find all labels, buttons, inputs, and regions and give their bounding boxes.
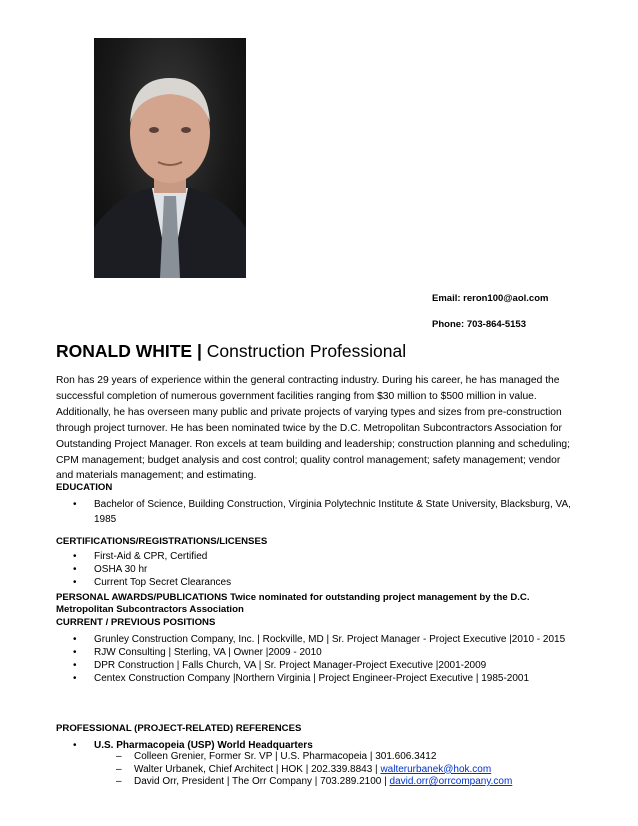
list-item: • Current Top Secret Clearances	[73, 577, 232, 588]
contact-phone: Phone: 703-864-5153	[432, 319, 526, 330]
summary-paragraph: Ron has 29 years of experience within the general contracting industry. During his career, he has managed the successful completion of numerous government facilities ranging from $30 million to $500 million in value. Additionally, he has overseen many public and private projects of varying types and sizes from pre-construction through project turnover. He has been nominated twice by the D.C. Metropolitan Subcontractors Association for Outstanding Project Manager. Ron excels at team building and leadership; construction planning and scheduling; CPM management; budget analysis and cost control; quality control management; safety management; vendor and materials management; and estimating.	[56, 375, 571, 482]
awards-heading: PERSONAL AWARDS/PUBLICATIONS Twice nominated for outstanding project management by the D.C.	[56, 592, 530, 603]
list-item: • U.S. Pharmacopeia (USP) World Headquarters	[73, 740, 313, 751]
references-heading: PROFESSIONAL (PROJECT-RELATED) REFERENCES	[56, 723, 302, 734]
certifications-heading: CERTIFICATIONS/REGISTRATIONS/LICENSES	[56, 536, 268, 547]
education-list	[56, 497, 578, 527]
awards-heading-line2: Metropolitan Subcontractors Association	[56, 604, 244, 615]
reference-person: – David Orr, President | The Orr Company | 703.289.2100 | david.orr@orrcompany.com	[116, 776, 513, 787]
contact-email: Email: reron100@aol.com	[432, 293, 549, 304]
list-item: • Bachelor of Science, Building Construction, Virginia Polytechnic Institute & State University, Blacksburg, VA, 1985	[73, 499, 571, 525]
reference-email-link[interactable]: david.orr@orrcompany.com	[389, 776, 513, 787]
profile-photo	[94, 38, 246, 278]
person-name: RONALD WHITE |	[56, 341, 202, 361]
list-item: • DPR Construction | Falls Church, VA | Sr. Project Manager-Project Executive |2001-2009	[73, 660, 487, 671]
certifications-list	[56, 550, 231, 589]
list-item: • RJW Consulting | Sterling, VA | Owner |2009 - 2010	[73, 647, 322, 658]
person-title: Construction Professional	[201, 341, 407, 361]
reference-person: – Walter Urbanek, Chief Architect | HOK | 202.339.8843 | walterurbanek@hok.com	[116, 763, 492, 775]
portrait-image	[94, 38, 246, 278]
reference-org: U.S. Pharmacopeia (USP) World Headquarters	[94, 740, 313, 751]
positions-list	[56, 633, 578, 685]
reference-person: – Colleen Grenier, Former Sr. VP | U.S. Pharmacopeia | 301.606.3412	[116, 751, 437, 762]
education-heading: EDUCATION	[56, 482, 113, 493]
list-item: • Grunley Construction Company, Inc. | Rockville, MD | Sr. Project Manager - Project Executive |2010 - 2015	[73, 634, 566, 645]
positions-heading: CURRENT / PREVIOUS POSITIONS	[56, 617, 216, 628]
reference-people	[116, 751, 512, 789]
resume-header	[56, 341, 406, 362]
list-item: • First-Aid & CPR, Certified	[73, 551, 208, 562]
list-item: • OSHA 30 hr	[73, 564, 148, 575]
list-item: • Centex Construction Company |Northern Virginia | Project Engineer-Project Executive | 1985-2001	[73, 673, 530, 684]
reference-email-link[interactable]: walterurbanek@hok.com	[380, 763, 492, 775]
